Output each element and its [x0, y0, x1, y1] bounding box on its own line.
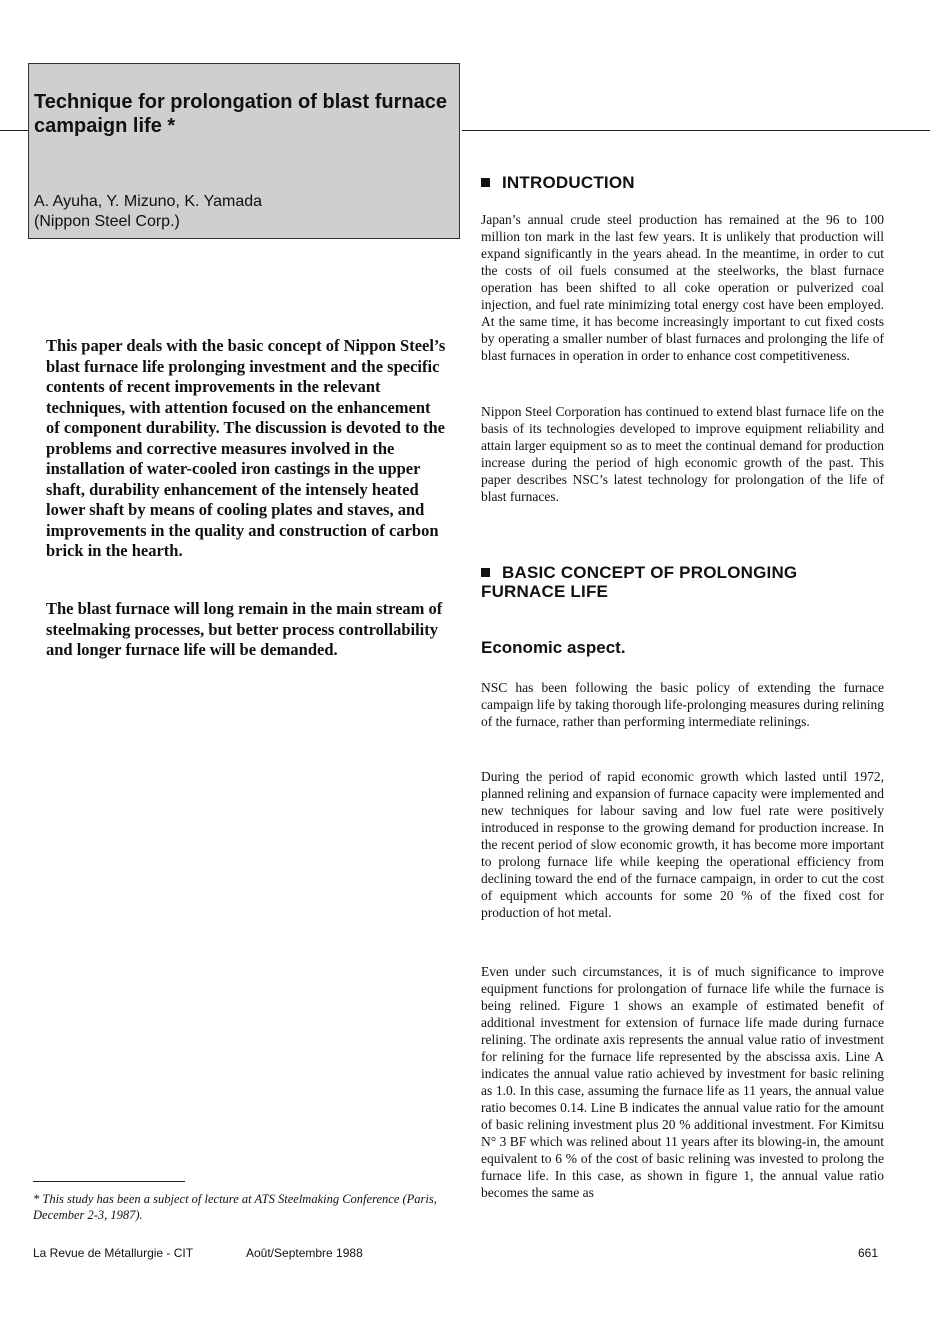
basic-concept-paragraph-1: NSC has been following the basic policy of extending the furnace campaign life by taking thorough life-prolonging measures during relining of the furnace, rather than performing intermediate relinings.	[481, 680, 884, 729]
footnote: * This study has been a subject of lecture at ATS Steelmaking Conference (Paris, December 2-3, 1987).	[33, 1192, 437, 1222]
footnote-rule	[33, 1181, 185, 1182]
square-bullet-icon	[481, 178, 490, 187]
authors: A. Ayuha, Y. Mizuno, K. Yamada	[34, 193, 263, 210]
abstract-text: The blast furnace will long remain in the main stream of steelmaking processes, but better process controllability and longer furnace life will be demanded.	[46, 599, 443, 659]
basic-concept-paragraph-3: Even under such circumstances, it is of much significance to improve equipment functions for prolongation of furnace life while the furnace is being relined. Figure 1 shows an example of estimated benefit of additional investment for extension of furnace life made during furnace relining. The ordinate axis represents the annual value ratio of investment for relining for the furnace life represented by the abscissa axis. Line A indicates the annual value ratio achieved by investment for basic relining as 1.0. In this case, assuming the furnace life as 11 years, the annual value ratio becomes 0.14. Line B indicates the annual value ratio for the amount of basic relining investment plus 20 % additional investment. For Kimitsu N° 3 BF which was relined about 11 years after its blowing-in, the amount equivalent to 6 % of the cost of basic relining was invested to prolong the furnace life. In this case, as shown in figure 1, the annual value ratio becomes the same as	[481, 964, 884, 1200]
journal-name: La Revue de Métallurgie - CIT	[33, 1246, 194, 1260]
page-number: 661	[858, 1246, 879, 1260]
title-rule-left	[0, 130, 30, 131]
section-heading-basic-concept	[481, 563, 881, 601]
author-block	[34, 192, 454, 232]
intro-paragraph-1: Japan’s annual crude steel production has remained at the 96 to 100 million ton mark in the last few years. It is unlikely that production will expand significantly in the years ahead. In the meantime, in order to cut the costs of oil fuels consumed at the steelworks, the blast furnace operation has been shifted to all coke operation or pulverized coal injection, and fuel rate minimizing total energy cost have been employed. At the same time, it has become increasingly important to cut fixed costs by operating a smaller number of blast furnaces and prolonging the life of blast furnaces in operation in order to enhance cost competitiveness.	[481, 212, 884, 363]
title-rule-right	[462, 130, 930, 131]
basic-concept-paragraph-2: During the period of rapid economic growth which lasted until 1972, planned relining and expansion of furnace capacity were implemented and new techniques for labour saving and low fuel rate were positively introduced in response to the growing demand for production increase. In the recent period of slow economic growth, it has become more important to prolong furnace life while keeping the operational efficiency from declining toward the end of the furnace campaign, in order to cut the cost of equipment which accounts for some 20 % of the fixed cost for production of hot metal.	[481, 769, 884, 920]
abstract-text: This paper deals with the basic concept of Nippon Steel’s blast furnace life prolonging investment and the specific contents of recent improvements in the relevant techniques, with attention focused on the enhancement of component durability. The discussion is devoted to the problems and corrective measures involved in the installation of water-cooled iron castings in the upper shaft, durability enhancement of the intensely heated lower shaft by means of cooling plates and staves, and improvements in the quality and construction of carbon brick in the hearth.	[46, 336, 446, 560]
abstract-paragraph-2	[46, 599, 446, 661]
heading-text: INTRODUCTION	[502, 173, 635, 192]
abstract-paragraph-1	[46, 336, 446, 562]
affiliation: (Nippon Steel Corp.)	[34, 213, 180, 230]
subsection-heading-economic-aspect: Economic aspect.	[481, 638, 626, 657]
square-bullet-icon	[481, 568, 490, 577]
article-title: Technique for prolongation of blast furnace campaign life *	[34, 91, 447, 137]
section-heading-introduction	[481, 173, 891, 192]
heading-text: BASIC CONCEPT OF PROLONGING FURNACE LIFE	[481, 563, 798, 601]
intro-paragraph-2: Nippon Steel Corporation has continued to extend blast furnace life on the basis of its technologies developed to improve equipment reliability and attain larger equipment so as to meet the continual demand for production increase during the period of high economic growth of the past. This paper describes NSC’s latest technology for prolongation of the life of blast furnaces.	[481, 404, 884, 504]
issue-date: Août/Septembre 1988	[246, 1246, 363, 1260]
